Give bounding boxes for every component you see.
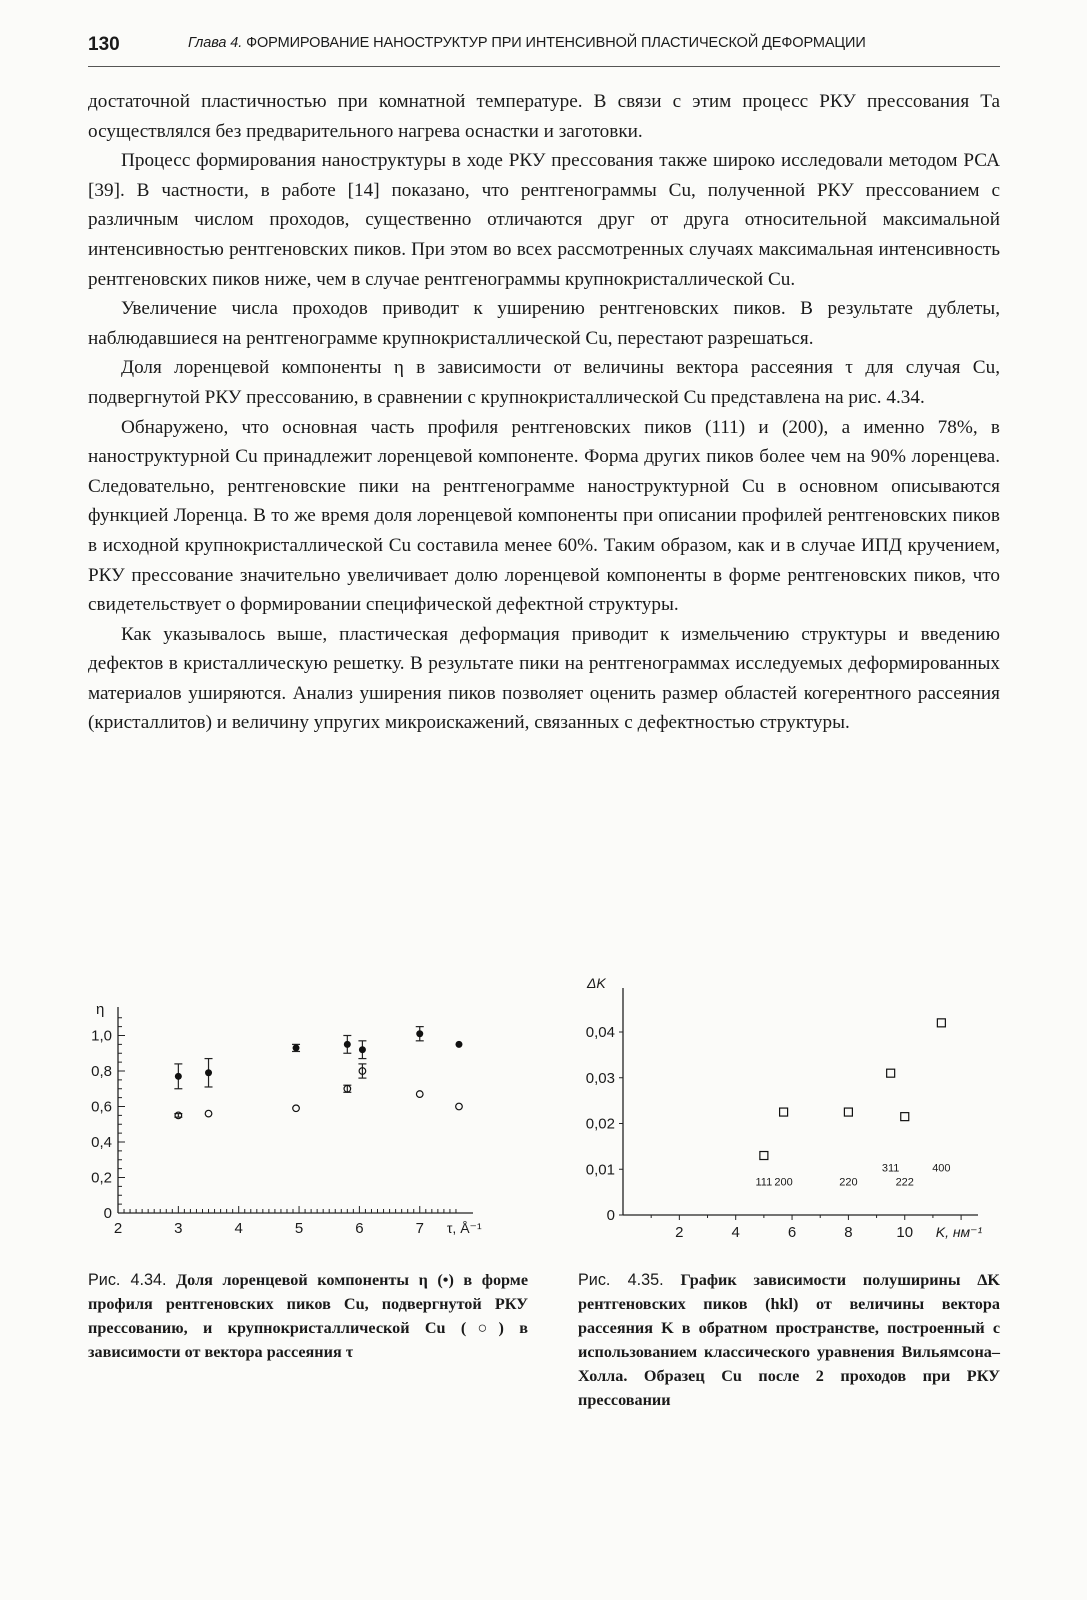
point-label: 222 xyxy=(895,1176,914,1189)
data-point xyxy=(344,1041,351,1048)
point-label: 311 xyxy=(881,1162,900,1175)
x-tick-label: 3 xyxy=(174,1220,183,1237)
y-tick-label: 0,2 xyxy=(91,1169,112,1187)
paragraph: достаточной пластичностью при комнатной температуре. В связи с этим процесс РКУ прессования Та осуществлялся без предварительного нагрева оснастки и заготовки. xyxy=(88,91,1000,142)
y-tick-label: 0,03 xyxy=(585,1069,615,1087)
x-axis-label: K, нм⁻¹ xyxy=(935,1224,983,1240)
data-point xyxy=(416,1030,423,1037)
data-point xyxy=(937,1019,945,1027)
data-point xyxy=(901,1113,909,1121)
data-point xyxy=(416,1091,423,1098)
caption-label: Рис. 4.34. xyxy=(88,1271,167,1289)
data-point xyxy=(205,1069,212,1076)
x-tick-label: 8 xyxy=(844,1224,853,1241)
x-tick-label: 10 xyxy=(896,1224,914,1241)
chapter-title: ФОРМИРОВАНИЕ НАНОСТРУКТУР ПРИ ИНТЕНСИВНОЙ ПЛАСТИЧЕСКОЙ ДЕФОРМАЦИИ xyxy=(246,35,866,51)
x-tick-label: 2 xyxy=(113,1220,123,1237)
y-tick-label: 0 xyxy=(606,1207,615,1224)
data-point xyxy=(760,1152,768,1160)
paragraph: Процесс формирования наноструктуры в ходе РКУ прессования также широко исследовали методом РСА [39]. В частности, в работе [14] показано, что рентгенограммы Cu, полученной РКУ прессованием с различным числом проходов, существенно отличаются друг от друга относительной максимальной интенсивностью рентгеновских пиков. При этом во всех рассмотренных случаях максимальная интенсивность рентгеновских пиков ниже, чем в случае рентгенограммы крупнокристаллической Cu. xyxy=(88,150,1000,290)
y-axis-label: ΔK xyxy=(587,975,606,991)
data-point xyxy=(293,1044,300,1051)
figure-4-35-caption xyxy=(578,1268,1000,1412)
y-tick-label: 0,04 xyxy=(585,1024,615,1041)
data-point xyxy=(175,1073,182,1080)
y-tick-label: 0 xyxy=(103,1205,112,1222)
x-axis-label: τ, Å⁻¹ xyxy=(446,1220,482,1236)
page-number: 130 xyxy=(88,34,120,55)
paragraph: Как указывалось выше, пластическая деформация приводит к измельчению структуры и введению дефектов в кристаллическую решетку. В результате пики на рентгенограммах исследуемых деформированных материалов уширяются. Анализ уширения пиков позволяет оценить размер областей когерентного рассеяния (кристаллитов) и величину упругих микроискажений, связанных с дефектностью структуры. xyxy=(88,623,1000,734)
y-axis-label: η xyxy=(96,1001,105,1018)
caption-text: График зависимости полуширины ΔK рентгеновских пиков (hkl) от величины вектора рассеяния K в обратном пространстве, построенный с использованием классического уравнения Вильямсона–Холла. Образец Cu после 2 проходов при РКУ прессовании xyxy=(578,1271,1001,1409)
body-text xyxy=(88,87,1000,738)
y-tick-label: 1,0 xyxy=(91,1027,112,1045)
paragraph: Обнаружено, что основная часть профиля рентгеновских пиков (111) и (200), а именно 78%, в наноструктурной Cu принадлежит лоренцевой компоненте. Форма других пиков более чем на 90% лоренцева. Следовательно, рентгеновские пики на рентгенограмме наноструктурной Cu в основном описываются функцией Лоренца. В то же время доля лоренцевой компоненты при описании профилей рентгеновских пиков в исходной крупнокристаллической Cu составила менее 60%. Таким образом, как и в случае ИПД кручением, РКУ прессование значительно увеличивает долю лоренцевой компоненты в форме рентгеновских пиков, что свидетельствует о формировании специфической дефектной структуры. xyxy=(88,416,1000,616)
data-point xyxy=(780,1108,788,1116)
point-label: 200 xyxy=(774,1176,793,1189)
point-label: 400 xyxy=(932,1162,951,1175)
x-tick-label: 6 xyxy=(355,1220,364,1237)
data-point xyxy=(205,1110,212,1117)
point-label: 220 xyxy=(839,1176,858,1189)
header-rule xyxy=(88,66,1000,67)
caption-label: Рис. 4.35. xyxy=(578,1271,664,1289)
data-point xyxy=(887,1069,895,1077)
y-tick-label: 0,01 xyxy=(585,1161,615,1179)
x-tick-label: 5 xyxy=(294,1220,304,1237)
point-label: 111 xyxy=(755,1176,773,1189)
running-header xyxy=(88,34,1000,68)
y-tick-label: 0,6 xyxy=(91,1098,112,1116)
data-point xyxy=(455,1041,462,1048)
paragraph: Доля лоренцевой компоненты η в зависимости от величины вектора рассеяния τ для случая Cu, подвергнутой РКУ прессованию, в сравнении с крупнокристаллической Cu представлена на рис. 4.34. xyxy=(88,357,1000,408)
caption-text: Доля лоренцевой компоненты η (•) в форме профиля рентгеновских пиков Cu, подвергнутой РКУ прессованию, и крупнокристаллической Cu (○) в зависимости от вектора рассеяния τ xyxy=(88,1271,529,1361)
data-point xyxy=(359,1046,366,1053)
y-tick-label: 0,02 xyxy=(585,1115,615,1133)
figure-4-35-chart xyxy=(568,970,998,1250)
figure-4-34-caption xyxy=(88,1268,528,1364)
paragraph: Увеличение числа проходов приводит к уширению рентгеновских пиков. В результате дублеты, наблюдавшиеся на рентгенограмме крупнокристаллической Cu, перестают разрешаться. xyxy=(88,298,1000,349)
data-point xyxy=(844,1108,852,1116)
x-tick-label: 7 xyxy=(415,1220,424,1237)
figure-4-34-chart xyxy=(78,995,498,1250)
chapter-label: Глава 4. xyxy=(188,35,243,51)
x-tick-label: 4 xyxy=(731,1224,740,1241)
running-title xyxy=(188,35,1000,51)
x-tick-label: 6 xyxy=(787,1224,797,1241)
x-tick-label: 2 xyxy=(675,1224,684,1241)
x-tick-label: 4 xyxy=(234,1220,243,1237)
data-point xyxy=(456,1103,463,1110)
y-tick-label: 0,4 xyxy=(91,1134,112,1151)
y-tick-label: 0,8 xyxy=(91,1063,112,1080)
data-point xyxy=(293,1105,300,1112)
